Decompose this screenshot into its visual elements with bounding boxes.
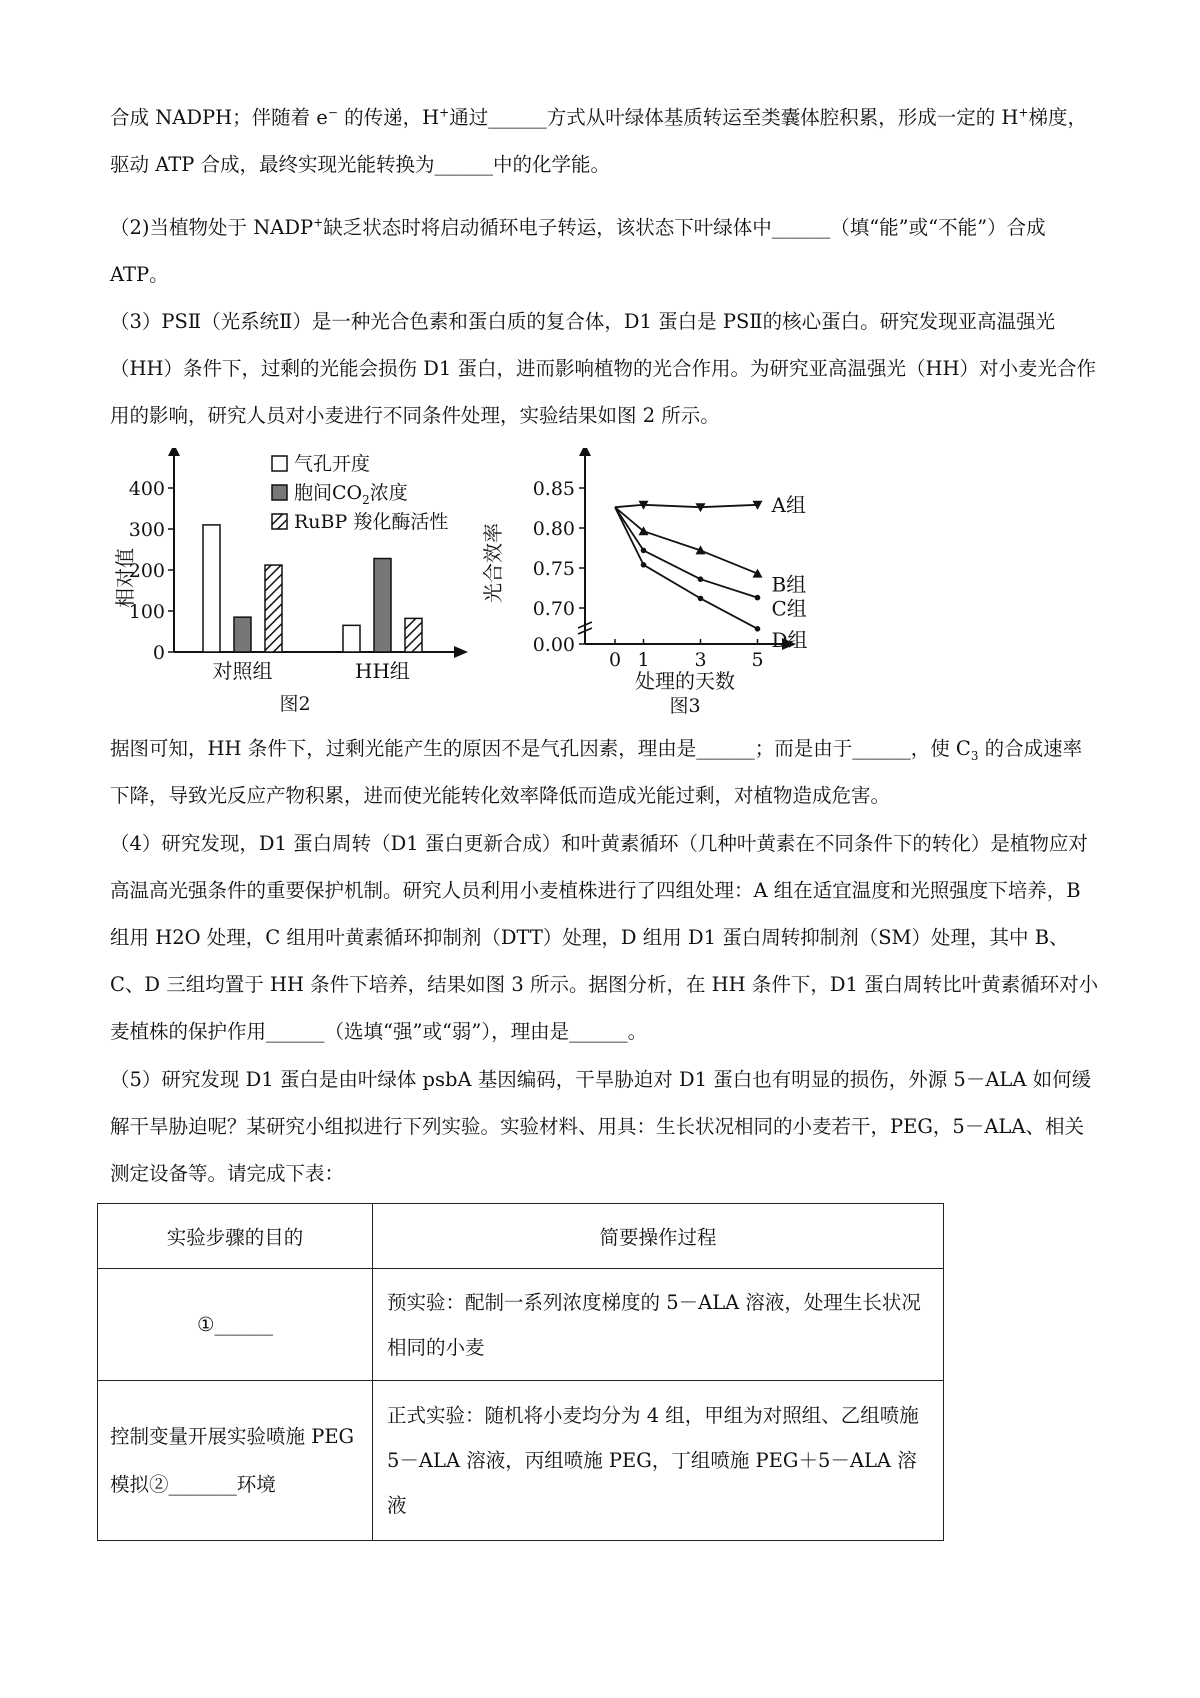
- paragraph-4: 据图可知，HH 条件下，过剩光能产生的原因不是气孔因素，理由是______；而是由于______，使 $C_3$ 的合成速率下降，导致光反应产物积累，进而使光能转化效率降低而造成光能过剩，对植物造成危害。: [110, 737, 1083, 807]
- fig2-bar-chart: [110, 448, 470, 718]
- fig3-point: [698, 576, 704, 582]
- fig3-caption: 图3: [669, 695, 701, 717]
- paragraph-1: 合成 NADPH；伴随着 e− 的传递，H+通过______方式从叶绿体基质转运至类囊体腔积累，形成一定的 H+梯度，驱动 ATP 合成，最终实现光能转换为______中的化学能。: [110, 105, 1087, 176]
- fig2-bar: [405, 618, 422, 652]
- legend-swatch-rubp: [272, 514, 287, 529]
- legend-label-co2: 胞间$CO_2$浓度: [294, 482, 408, 507]
- fig2-category-label: HH组: [355, 659, 410, 683]
- experiment-table: [97, 1203, 944, 1541]
- fig2-x-arrow: [454, 646, 468, 658]
- fig3-y-tick-label: 0.70: [532, 598, 575, 620]
- figures: [110, 448, 1110, 728]
- fig3-series-label: D组: [771, 627, 808, 652]
- table-cell-procedure: 正式实验：随机将小麦均分为 4 组，甲组为对照组、乙组喷施 5－ALA 溶液，丙组喷施 PEG，丁组喷施 PEG＋5－ALA 溶液: [373, 1381, 944, 1541]
- fig3-x-label: 处理的天数: [635, 669, 735, 693]
- fig3-y-arrow: [579, 448, 591, 456]
- fig3-series-label: A组: [771, 492, 806, 517]
- fig3-series-label: B组: [771, 572, 807, 597]
- table-cell-purpose: 控制变量开展实验喷施 PEG 模拟②_______环境: [98, 1381, 373, 1541]
- fig3-y-tick-label: 0.75: [532, 558, 575, 580]
- paragraph-5: （4）研究发现，D1 蛋白周转（D1 蛋白更新合成）和叶黄素循环（几种叶黄素在不同条件下的转化）是植物应对高温高光强条件的重要保护机制。研究人员利用小麦植株进行了四组处理：A 组在适宜温度和光照强度下培养，B 组用 H2O 处理，C 组用叶黄素循环抑制剂（DTT）处理，D 组用 D1 蛋白周转抑制剂（SM）处理，其中 B、C、D 三组均置于 HH 条件下培养，结果如图 3 所示。据图分析，在 HH 条件下，D1 蛋白周转比叶黄素循环对小麦植株的保护作用______（选填“强”或“弱”），理由是______。: [110, 832, 1099, 1043]
- fig3-y-label: 光合效率: [481, 523, 505, 603]
- legend-label-stomatal: 气孔开度: [294, 453, 371, 475]
- fig3-point: [755, 626, 761, 632]
- legend-swatch-co2: [272, 485, 287, 500]
- fig3-y-tick-label: 0.00: [532, 634, 575, 656]
- fig3-point: [641, 562, 647, 568]
- table-row: [98, 1381, 944, 1541]
- fig3-point: [755, 595, 761, 601]
- fig3-x-tick-label: 3: [694, 649, 707, 671]
- paragraph-3: （3）PSⅡ（光系统Ⅱ）是一种光合色素和蛋白质的复合体，D1 蛋白是 PSⅡ的核心蛋白。研究发现亚高温强光（HH）条件下，过剩的光能会损伤 D1 蛋白，进而影响植物的光合作用。为研究亚高温强光（HH）对小麦光合作用的影响，研究人员对小麦进行不同条件处理，实验结果如图 2 所示。: [110, 310, 1096, 427]
- fig2-legend: [272, 453, 448, 533]
- fig2-y-arrow: [168, 448, 180, 456]
- fig3-x-tick-label: 0: [608, 649, 622, 671]
- fig3-y-tick-label: 0.85: [532, 478, 575, 500]
- fig2-y-tick-label: 0: [152, 642, 165, 664]
- fig2-bar: [265, 565, 282, 652]
- fig2-y-tick-label: 200: [128, 560, 165, 582]
- fig3-x-tick-label: 1: [637, 649, 650, 671]
- legend-label-rubp: RuBP 羧化酶活性: [294, 511, 449, 533]
- fig3-series-label: C组: [771, 596, 807, 621]
- fig3-line-chart: [470, 448, 890, 718]
- fig3-x-tick-label: 5: [751, 649, 764, 671]
- fig3-point: [698, 596, 704, 602]
- paragraph-2: （2)当植物处于 NADP+缺乏状态时将启动循环电子转运，该状态下叶绿体中______（填“能”或“不能”）合成 ATP。: [110, 215, 1046, 286]
- fig2-category-label: 对照组: [212, 659, 273, 683]
- table-header-purpose: 实验步骤的目的: [98, 1204, 373, 1269]
- table-row: [98, 1269, 944, 1381]
- fig3-series-line: [615, 505, 758, 507]
- fig2-bar: [234, 617, 251, 652]
- table-header-procedure: 简要操作过程: [373, 1204, 944, 1269]
- paragraph-6: （5）研究发现 D1 蛋白是由叶绿体 psbA 基因编码，干旱胁迫对 D1 蛋白也有明显的损伤，外源 5－ALA 如何缓解干旱胁迫呢？某研究小组拟进行下列实验。实验材料、用具：生长状况相同的小麦若干，PEG，5－ALA、相关测定设备等。请完成下表：: [110, 1068, 1092, 1185]
- fig2-y-tick-label: 300: [128, 519, 165, 541]
- fig3-y-tick-label: 0.80: [532, 518, 575, 540]
- fig2-caption: 图2: [279, 693, 311, 715]
- fig3-point: [641, 548, 647, 554]
- table-cell-procedure: 预实验：配制一系列浓度梯度的 5－ALA 溶液，处理生长状况相同的小麦: [373, 1269, 944, 1381]
- fig2-bar: [343, 625, 360, 652]
- table-header-row: [98, 1204, 944, 1269]
- legend-swatch-stomatal: [272, 456, 287, 471]
- fig2-y-tick-label: 400: [128, 478, 165, 500]
- fig2-y-tick-label: 100: [128, 601, 165, 623]
- fig2-bar: [203, 525, 220, 652]
- fig2-y-label: 相对值: [113, 548, 137, 608]
- fig2-bar: [374, 559, 391, 652]
- table-cell-purpose: ①______: [98, 1269, 373, 1381]
